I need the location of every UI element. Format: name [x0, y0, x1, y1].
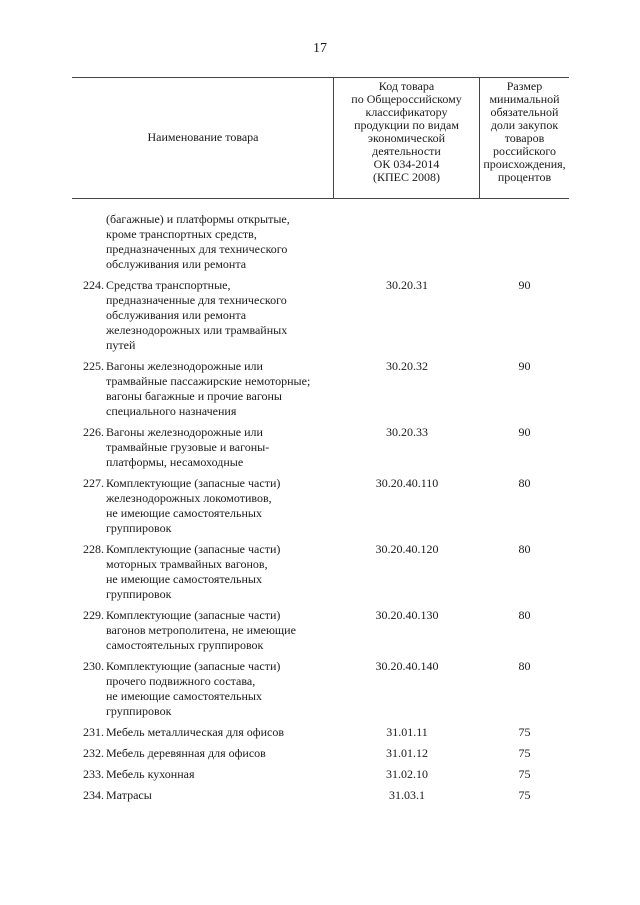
row-product-name: Средства транспортные, предназначенные для технического обслуживания или ремонта железнодорожных или трамвайных путей [106, 278, 288, 352]
header-product-name-label: Наименование товара [147, 130, 259, 144]
table-body [72, 212, 569, 809]
row-product-code: 31.01.12 [386, 746, 428, 760]
row-product-name: Комплектующие (запасные части) моторных трамвайных вагонов, не имеющие самостоятельных группировок [106, 542, 281, 601]
row-minimum-share: 90 [518, 278, 531, 292]
row-product-code: 30.20.33 [386, 425, 428, 439]
row-minimum-share: 80 [518, 608, 531, 622]
row-product-name: Вагоны железнодорожные или трамвайные грузовые и вагоны- платформы, несамоходные [106, 425, 270, 469]
row-product-code: 31.03.1 [389, 788, 425, 802]
table-header [72, 77, 569, 199]
row-number: 224. [83, 278, 104, 292]
row-number: 228. [83, 542, 104, 556]
row-number: 229. [83, 608, 104, 622]
row-number: 230. [83, 659, 104, 673]
header-product-code: Код товара по Общероссийскому классификатору продукции по видам экономической деятельности ОК 034-2014 (КПЕС 2008) [334, 78, 480, 198]
row-product-code: 30.20.31 [386, 278, 428, 292]
table-row [72, 542, 569, 602]
row-number: 234. [83, 788, 104, 802]
row-product-name: Мебель металлическая для офисов [106, 725, 284, 739]
table-row [72, 476, 569, 536]
row-minimum-share: 90 [518, 359, 531, 373]
row-product-name: Комплектующие (запасные части) железнодорожных локомотивов, не имеющие самостоятельных группировок [106, 476, 281, 535]
table-row [72, 359, 569, 419]
row-number: 226. [83, 425, 104, 439]
row-product-name: Мебель деревянная для офисов [106, 746, 266, 760]
row-product-code: 30.20.40.120 [375, 542, 439, 556]
row-minimum-share: 75 [518, 725, 531, 739]
row-number: 225. [83, 359, 104, 373]
row-minimum-share: 75 [518, 746, 531, 760]
row-product-code: 30.20.40.130 [375, 608, 439, 622]
header-product-name [72, 78, 334, 198]
header-minimum-share: Размер минимальной обязательной доли закупок товаров российского происхождения, процентов [483, 79, 566, 184]
table-row [72, 278, 569, 353]
row-product-code: 31.01.11 [386, 725, 428, 739]
row-number: 227. [83, 476, 104, 490]
table-row [72, 746, 569, 761]
table-row [72, 608, 569, 653]
row-product-name: Матрасы [106, 788, 152, 802]
row-product-name: Вагоны железнодорожные или трамвайные пассажирские немоторные; вагоны багажные и прочие вагоны специального назначения [106, 359, 311, 418]
row-product-code: 31.02.10 [386, 767, 428, 781]
table-row [72, 425, 569, 470]
table-row [72, 659, 569, 719]
row-minimum-share: 75 [518, 788, 531, 802]
row-number: 232. [83, 746, 104, 760]
row-minimum-share: 80 [518, 659, 531, 673]
row-product-code: 30.20.40.140 [375, 659, 439, 673]
row-minimum-share: 80 [518, 542, 531, 556]
row-minimum-share: 90 [518, 425, 531, 439]
row-product-code: 30.20.40.110 [375, 476, 439, 490]
row-minimum-share: 80 [518, 476, 531, 490]
row-product-name: Комплектующие (запасные части) вагонов метрополитена, не имеющие самостоятельных группировок [106, 608, 296, 652]
row-product-name: Комплектующие (запасные части) прочего подвижного состава, не имеющие самостоятельных группировок [106, 659, 281, 718]
row-product-name: (багажные) и платформы открытые, кроме транспортных средств, предназначенных для технического обслуживания или ремонта [106, 212, 290, 271]
table-row [72, 767, 569, 782]
row-product-code: 30.20.32 [386, 359, 428, 373]
row-number: 233. [83, 767, 104, 781]
table-row [72, 725, 569, 740]
table-row [72, 788, 569, 803]
table-row [72, 212, 569, 272]
row-minimum-share: 75 [518, 767, 531, 781]
row-product-name: Мебель кухонная [106, 767, 195, 781]
row-number: 231. [83, 725, 104, 739]
page-number: 17 [313, 41, 327, 56]
